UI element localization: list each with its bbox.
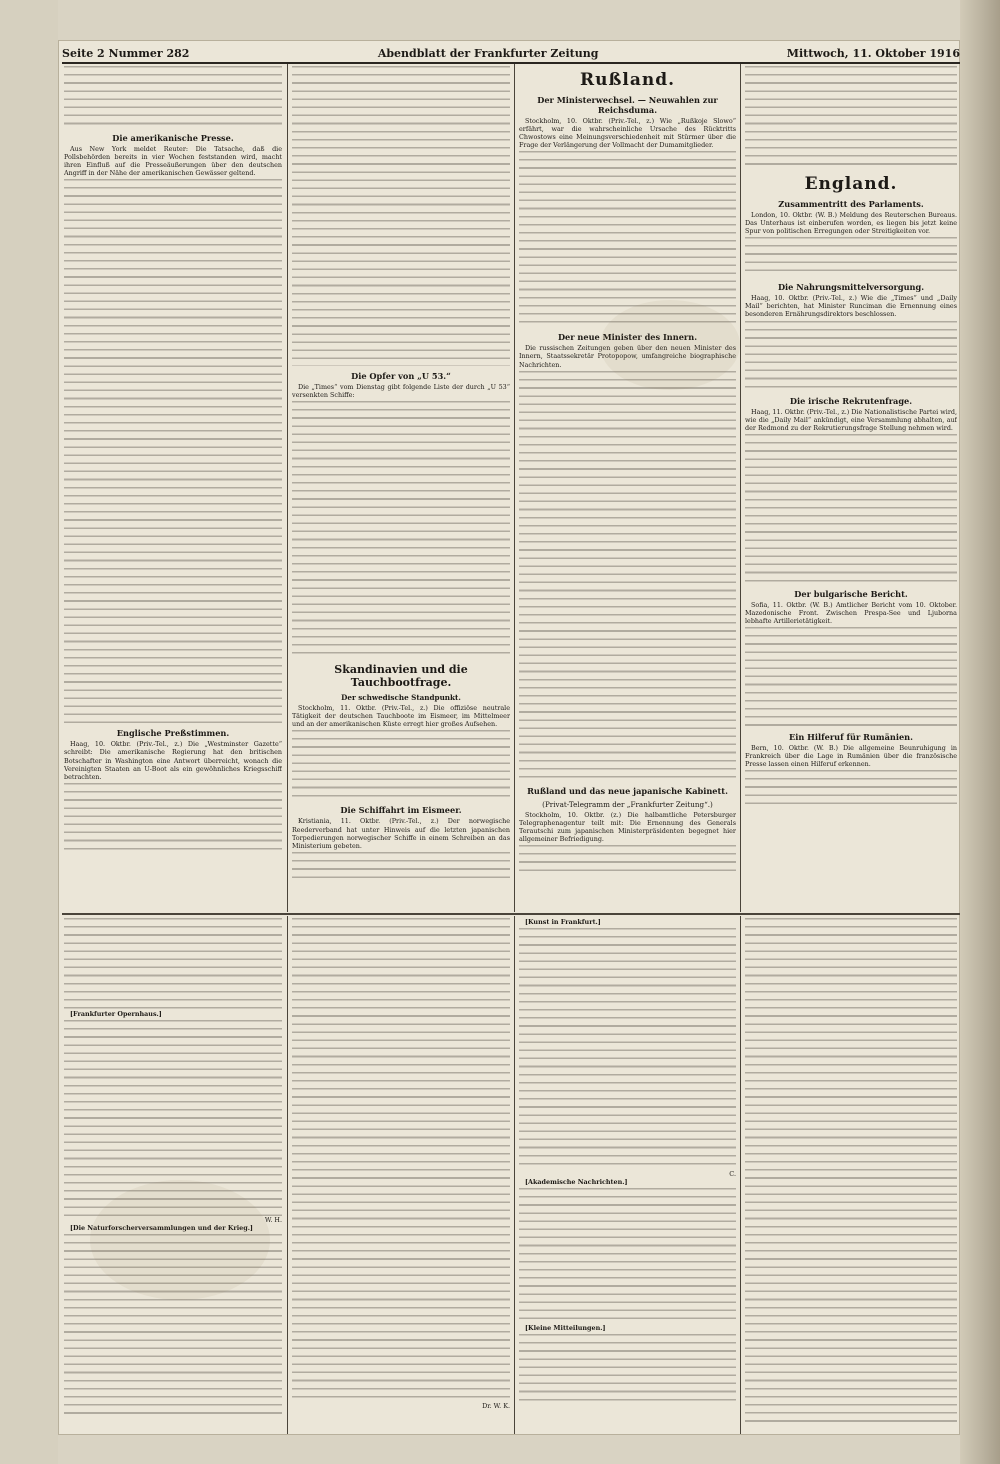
article-lead: Kristiania, 11. Oktbr. (Priv.-Tel., z.) Der norwegische Reederverband hat unter Hinweis auf die letzten japanischen Torpedierungen norwegischer Schiffe in einem Schreiben an das Ministerium gebeten. xyxy=(292,817,510,850)
paper-stain xyxy=(90,1180,270,1300)
column-rule xyxy=(514,64,515,912)
article-lead: Die russischen Zeitungen geben über den neuen Minister des Innern, Staatssekretär Protopopow, umfangreiche biographische Nachrichten. xyxy=(519,344,736,369)
headline-amerikanische-presse: Die amerikanische Presse. xyxy=(112,133,234,143)
article-lead: Die „Times“ vom Dienstag gibt folgende Liste der durch „U 53“ versenkten Schiffe: xyxy=(292,383,510,400)
column-rule xyxy=(287,916,288,1434)
text-block xyxy=(745,66,957,170)
article-lead: Aus New York meldet Reuter: Die Tatsache, daß die Pollsbehörden bereits in vier Wochen feststanden wird, macht ihren Einfluß auf die Presseäußerungen über den deutschen Angriff in der Nähe der amerikanischen Gewässer geltend. xyxy=(64,145,282,178)
feuilleton-column-3 xyxy=(519,918,736,1432)
headline-nahrungsmittel: Die Nahrungsmittelversorgung. xyxy=(777,282,925,293)
headline-minister-innern: Der neue Minister des Innern. xyxy=(557,332,698,343)
column-1 xyxy=(64,66,282,911)
page-edge-right xyxy=(960,0,1000,1464)
column-rule xyxy=(287,64,288,912)
page-margin-left xyxy=(0,0,58,1464)
text-block xyxy=(64,783,282,853)
article-lead: Stockholm, 10. Oktbr. (z.) Die halbamtliche Petersburger Telegraphenagentur teilt mit: Die Ernennung des Generals Terautschi zum japanischen Ministerpräsidenten begegnet hier allgemeiner Befriedigung. xyxy=(519,810,736,843)
article-lead: Stockholm, 10. Oktbr. (Priv.-Tel., z.) Wie „Rußkoje Slowo“ erfährt, war die wahrscheinliche Ursache des Rücktritts Chwostows eine Meinungsverschiedenheit mit Stürmer über die Frage der Verlängerung der Vollmacht der Dumamitglieder. xyxy=(519,117,736,150)
article-lead: Stockholm, 11. Oktbr. (Priv.-Tel., z.) Die offiziöse neutrale Tätigkeit der deutschen Tauchboote im Eismeer, im Mittelmeer und an der amerikanischen Küste erregt hier großes Aufsehen. xyxy=(292,704,510,729)
page-header xyxy=(62,44,960,64)
text-block xyxy=(519,928,736,1170)
column-rule xyxy=(514,916,515,1434)
column-2 xyxy=(292,66,510,911)
article-lead: Bern, 10. Oktbr. (W. B.) Die allgemeine Beunruhigung in Frankreich über die Lage in Rumänien über die französische Presse lassen einen Hilferuf erkennen. xyxy=(745,744,957,769)
feuilleton-column-4 xyxy=(745,918,957,1432)
feuilleton-heading-naturforscher: [Die Naturforscherversammlungen und der Krieg.] xyxy=(70,1224,253,1233)
article-lead: Sofia, 11. Oktbr. (W. B.) Amtlicher Bericht vom 10. Oktober. Mazedonische Front. Zwischen Prespa-See und Ljuborna lebhafte Artillerietätigkeit. xyxy=(745,600,957,626)
text-block xyxy=(292,401,510,659)
headline-japanisches-kabinett: Rußland und das neue japanische Kabinett. xyxy=(527,785,728,796)
text-block xyxy=(745,918,957,1426)
text-block xyxy=(745,770,957,810)
section-russland: Rußland. xyxy=(579,70,676,90)
headline-schiffahrt-eismeer: Die Schiffahrt im Eismeer. xyxy=(340,805,462,816)
text-block xyxy=(745,237,957,277)
feuilleton-column-2 xyxy=(292,918,510,1432)
text-block xyxy=(519,371,736,781)
headline-hilferuf-rumaenien: Ein Hilferuf für Rumänien. xyxy=(789,732,913,743)
signature: Dr. W. K. xyxy=(482,1402,510,1410)
text-block xyxy=(292,852,510,882)
headline-bulgarischer-bericht: Der bulgarische Bericht. xyxy=(794,588,908,599)
section-england: England. xyxy=(804,174,898,194)
text-block xyxy=(745,434,957,584)
text-block xyxy=(64,918,282,1010)
headline-skandinavien: Skandinavien und die Tauchbootfrage. xyxy=(334,663,468,690)
text-block xyxy=(64,66,282,128)
paper-stain xyxy=(600,300,740,390)
text-block xyxy=(292,66,510,366)
feuilleton-heading-kleine: [Kleine Mitteilungen.] xyxy=(525,1324,606,1333)
article-lead: Haag, 10. Oktbr. (Priv.-Tel., z.) Die „Westminster Gazette“ schreibt: Die amerikanische Regierung hat den britischen Botschafter in Washington eine Antwort überreicht, wonach die Vereinigten Staaten an U-Boot als ein gewöhnliches Kriegsschiff betrachten. xyxy=(64,740,282,781)
text-block xyxy=(745,627,957,727)
header-date: Mittwoch, 11. Oktober 1916 xyxy=(786,46,960,60)
signature: C. xyxy=(729,1170,736,1179)
column-rule xyxy=(740,64,741,912)
text-block xyxy=(519,845,736,875)
header-page-number: Seite 2 Nummer 282 xyxy=(62,46,190,60)
text-block xyxy=(519,1334,736,1404)
headline-parlament: Zusammentritt des Parlaments. xyxy=(778,199,924,209)
column-rule xyxy=(740,916,741,1434)
signature: W. H. xyxy=(264,1216,282,1225)
text-block xyxy=(519,151,736,327)
feuilleton-rule xyxy=(62,913,960,915)
feuilleton-heading-kunst: [Kunst in Frankfurt.] xyxy=(525,918,601,926)
article-source: (Privat-Telegramm der „Frankfurter Zeitung“.) xyxy=(542,799,713,809)
article-lead: Haag, 11. Oktbr. (Priv.-Tel., z.) Die Nationalistische Partei wird, wie die „Daily Mail“ ankündigt, eine Versammlung abhalten, auf der Redmond zu der Rekrutierungsfrage Stellung nehmen wird. xyxy=(745,407,957,432)
text-block xyxy=(519,1188,736,1324)
feuilleton-column-1 xyxy=(64,918,282,1432)
text-block xyxy=(292,730,510,800)
headline-englische-pressstimmen: Englische Preßstimmen. xyxy=(116,728,230,739)
feuilleton-heading-oper: [Frankfurter Opernhaus.] xyxy=(70,1010,162,1018)
column-4 xyxy=(745,66,957,911)
text-block xyxy=(292,918,510,1402)
header-masthead: Abendblatt der Frankfurter Zeitung xyxy=(377,46,599,60)
text-block xyxy=(64,179,282,723)
column-3 xyxy=(519,66,736,911)
article-lead: London, 10. Oktbr. (W. B.) Meldung des Reuterschen Bureaus. Das Unterhaus ist einberufen worden, es liegen bis jetzt keine Spur von politischen Erregungen oder Streitigkeiten vor. xyxy=(745,211,957,236)
headline-opfer-u53: Die Opfer von „U 53.“ xyxy=(351,371,451,381)
headline-ministerwechsel: Der Ministerwechsel. — Neuwahlen zur Reichsduma. xyxy=(537,95,718,115)
subhead-schwedisch: Der schwedische Standpunkt. xyxy=(341,693,461,703)
feuilleton-heading-akademisch: [Akademische Nachrichten.] xyxy=(525,1178,628,1187)
headline-irische-rekrutenfrage: Die irische Rekrutenfrage. xyxy=(789,395,913,406)
text-block xyxy=(745,321,957,391)
article-lead: Haag, 10. Oktbr. (Priv.-Tel., z.) Wie die „Times“ und „Daily Mail“ berichten, hat Minister Runciman die Ernennung eines besonderen Ernährungsdirektors beschlossen. xyxy=(745,294,957,319)
